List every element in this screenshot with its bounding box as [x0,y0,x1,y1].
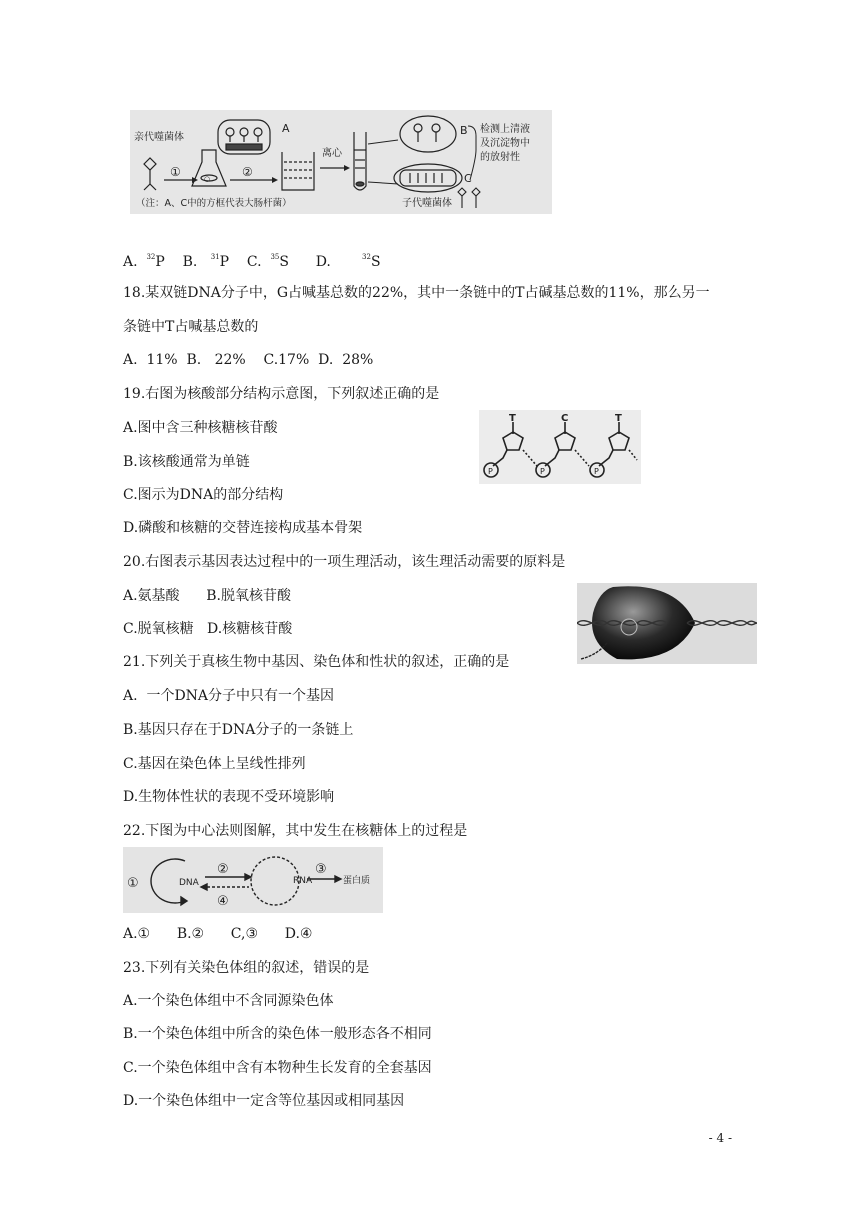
process-4-label: ④ [217,894,229,909]
test-tube-icon [354,132,366,190]
q23-option-d: D.一个染色体组中一定含等位基因或相同基因 [123,1093,405,1109]
process-1-label: ① [127,876,139,891]
parent-phage-icon [144,158,156,190]
svg-text:○: ○ [204,175,211,183]
q21-option-b: B.基因只存在于DNA分子的一条链上 [123,722,354,738]
base-2-label: C [561,413,569,424]
q20-stem: 20.右图表示基因表达过程中的一项生理活动，该生理活动需要的原料是 [123,554,566,570]
q23-option-b: B.一个染色体组中所含的染色体一般形态各不相同 [123,1026,432,1042]
q20-options-ab: A.氨基酸 B.脱氧核苷酸 [123,588,291,604]
q22-stem: 22.下图为中心法则图解，其中发生在核糖体上的过程是 [123,823,468,839]
supernatant-panel [400,116,456,152]
central-dogma-figure [123,847,383,913]
step-1-label: ① [170,165,181,179]
q17-options: A. $^{32}$P B. $^{31}$P C. $^{35}$S D. $^{32}$S [123,253,381,270]
q18-stem-line-1: 18.某双链DNA分子中，G占喊基总数的22%，其中一条链中的T占碱基总数的11%，那么另一 [123,285,710,301]
q19-option-a: A.图中含三种核糖核苷酸 [123,420,278,436]
q21-option-c: C.基因在染色体上呈线性排列 [123,756,306,772]
offspring-phage-label: 子代噬菌体 [402,198,452,209]
base-3-label: T [615,413,622,424]
infection-panel [218,120,270,154]
rna-label: RNA [293,876,313,886]
q23-option-c: C.一个染色体组中含有本物种生长发育的全套基因 [123,1060,432,1076]
q19-stem: 19.右图为核酸部分结构示意图，下列叙述正确的是 [123,386,440,402]
q21-option-a: A. 一个DNA分子中只有一个基因 [123,688,335,704]
dna-label: DNA [179,878,199,888]
phosphate-2-label: P [540,467,545,476]
centrifuge-label: 离心 [322,148,342,159]
q20-options-cd: C.脱氧核糖 D.核糖核苷酸 [123,621,293,637]
q19-option-b: B.该核酸通常为单链 [123,454,250,470]
q18-stem-line-2: 条链中T占喊基总数的 [123,319,259,335]
label-b: B [460,124,468,137]
q23-stem: 23.下列有关染色体组的叙述，错误的是 [123,960,370,976]
phage-experiment-figure [130,110,552,214]
figure-note: （注：A、C中的方框代表大肠杆菌） [136,198,292,209]
phosphate-3-label: P [594,467,599,476]
detect-line-2: 及沉淀物中 [480,138,530,149]
page-number: - 4 - [708,1131,732,1145]
q22-options: A.① B.② C,③ D.④ [123,926,313,942]
transcription-figure [577,583,757,664]
q21-option-d: D.生物体性状的表现不受环境影响 [123,789,335,805]
q23-option-a: A.一个染色体组中不含同源染色体 [123,993,334,1009]
offspring-phage-icon [458,188,480,208]
q18-options: A. 11% B. 22% C.17% D. 28% [123,352,374,368]
process-3-label: ③ [315,862,327,877]
detect-line-1: 检测上清液 [480,124,530,135]
beaker-icon [282,152,314,190]
label-c: C [464,172,472,185]
nucleic-acid-structure-figure [479,410,641,484]
parent-phage-label: 亲代噬菌体 [134,132,184,143]
culture-flask-icon [192,150,226,186]
step-2-label: ② [242,165,253,179]
q19-option-c: C.图示为DNA的部分结构 [123,487,284,503]
q21-stem: 21.下列关于真核生物中基因、染色体和性状的叙述，正确的是 [123,654,510,670]
q19-option-d: D.磷酸和核糖的交替连接构成基本骨架 [123,520,363,536]
label-a: A [282,122,290,135]
base-1-label: T [509,413,516,424]
phosphate-1-label: P [488,467,493,476]
process-2-label: ② [217,862,229,877]
protein-label: 蛋白质 [343,876,371,886]
detect-line-3: 的放射性 [480,152,520,163]
sediment-panel [394,164,462,192]
